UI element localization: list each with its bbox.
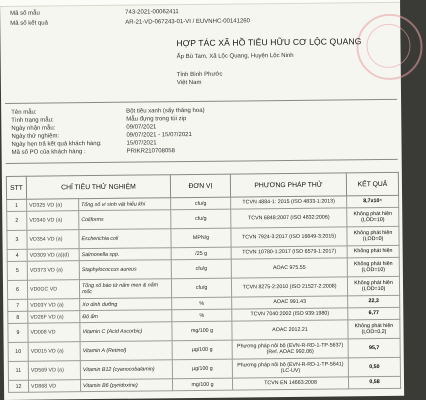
separator-line [5, 99, 397, 104]
sample-info-label: Ngày thử nghiệm: [11, 133, 60, 140]
row-test-name: Xơ dinh dưỡng [80, 298, 172, 311]
row-test-name: Coliforms [79, 210, 171, 230]
sample-info-value: PRIKR210708058 [126, 148, 175, 155]
row-method: AOAC 2012.21 [232, 320, 348, 340]
row-code: VD569 VD (a) [28, 361, 80, 381]
row-method: TCVN 8275-2:2010 (ISO 21527-2:2008) [231, 277, 347, 297]
row-stt: 3 [7, 230, 27, 249]
row-result: Không phát hiện (LOD=0) [347, 226, 399, 246]
company-seal-stamp [356, 14, 423, 81]
row-stt: 8 [8, 311, 28, 323]
row-code: VD373 VD (a) [27, 261, 79, 281]
row-test-name: Tổng số bào tử nấm men & nấm mốc [79, 279, 171, 299]
row-code: VD868 VD [28, 380, 80, 393]
row-stt: 12 [8, 380, 28, 392]
row-unit: µg/100 g [172, 340, 232, 360]
header-stt: STT [6, 176, 26, 199]
row-test-name: Độ ẩm [80, 310, 172, 323]
row-stt: 6 [7, 280, 27, 299]
sample-number-label: Mã số mẫu [10, 10, 40, 17]
separator-line [6, 159, 398, 164]
row-method: AOAC 991.43 [232, 296, 348, 309]
row-stt: 10 [8, 342, 28, 361]
row-unit: mg/100 g [172, 378, 232, 391]
header-result: KẾT QUẢ [346, 172, 398, 196]
customer-country: Việt Nam [176, 79, 202, 87]
row-method: Phương pháp nội bộ (EVN-R-RD-1-TP-5637) (Ref. AOAC 992.06) [232, 339, 348, 359]
row-stt: 9 [8, 323, 28, 342]
row-code: VD008 VD [28, 323, 80, 343]
row-result: 8,7x10⁴ [347, 195, 399, 208]
header-test-item: CHỈ TIÊU THỬ NGHIỆM [26, 175, 170, 200]
row-code: VD26F VD (a) [28, 311, 80, 324]
row-method: TCVN 7040:2002 (ISO 939:1980) [232, 308, 348, 321]
row-unit: MPN/g [171, 228, 231, 248]
row-result: Không phát hiện (LOD=10) [347, 276, 399, 296]
row-unit: cfu/g [171, 197, 231, 210]
row-code: VD325 VD (a) [27, 199, 79, 212]
customer-name: HỢP TÁC XÃ HỒ TIÊU HỮU CƠ LỘC QUANG [176, 36, 362, 49]
sample-info-label: Tình trạng mẫu: [11, 117, 54, 124]
row-unit: cfu/g [171, 259, 231, 279]
results-table [6, 172, 401, 393]
row-result: 0,58 [348, 376, 400, 389]
row-method: TCVN 10780-1:2017 (ISO 6579-1:2017) [231, 246, 347, 259]
row-result: Không phát hiện (LOD=0,2) [348, 319, 400, 339]
row-test-name: Vitamin C (Acid Ascorbic) [80, 322, 172, 342]
customer-province: Tỉnh Bình Phước [176, 71, 223, 79]
row-method: AOAC 975.55 [231, 258, 347, 278]
row-method: TCVN 7924-3:2017 (ISO 16649-3:2015) [231, 227, 347, 247]
sample-info-label: Ngày hẹn trả kết quả khách hàng: [11, 140, 102, 148]
sample-info-value: 15/07/2021 [126, 140, 157, 147]
row-code: VD0GC VD [27, 280, 79, 300]
row-unit: cfu/g [171, 209, 231, 229]
row-unit: cfu/g [171, 278, 231, 298]
sample-info-label: Ngày nhận mẫu: [11, 125, 56, 132]
row-method: Phương pháp nội bộ (EVN-R-RD-1-TP-5641) (LC-UV) [232, 358, 348, 378]
row-result: Không phát hiện [347, 245, 399, 258]
row-stt: 11 [8, 361, 28, 380]
row-result: Không phát hiện (LOD=10) [347, 257, 399, 277]
row-stt: 2 [7, 211, 27, 230]
row-test-name: Tổng số vi sinh vật hiếu khí [79, 198, 171, 211]
header-unit: ĐƠN VỊ [170, 174, 230, 198]
row-unit: µg/100 g [172, 359, 232, 379]
result-number-label: Mã số kết quả [10, 20, 48, 27]
row-result: 95,7 [348, 338, 400, 358]
row-unit: % [172, 309, 232, 322]
row-stt: 1 [7, 199, 27, 211]
row-test-name: Vitamin B12 (cyanocobalamin) [80, 360, 172, 380]
row-code: VD309 VD (a)(d) [27, 249, 79, 262]
row-unit: mg/100 g [172, 321, 232, 341]
row-test-name: Salmonella spp. [79, 248, 171, 261]
report-title-strip [0, 0, 400, 7]
row-test-name: Vitamin B6 (pyridoxine) [80, 379, 172, 392]
lab-report-page: Mã số mẫu 743-2021-00062411 Mã số kết quả AR-21-VD-067243-01-VI / EUVNHC-00141260 HỢP TÁC XÃ HỒ TIÊU HỮU CƠ LỘC QUANG Ấp Bù Tam, Xã Lộc Quang, Huyện Lộc Ninh Tỉnh Bình Phước Việt Nam Tên mẫu: Bột tiêu xanh (sấy thăng hoa) Tình trạng mẫu: Mẫu đựng trong túi zip Ngày nhận mẫu: 09/07/2021 Ngày thử nghiệm: 09/07/2021 - 15/07/2021 Ngày hẹn trả kết quả khách hàng: 15/07/2021 Mã số PO của khách hàng : PRIKR210708058 STT CHỈ TIÊU THỬ NGHIỆM ĐƠN VỊ PHƯƠNG PHÁP THỬ KẾT QUẢ 1 VD325 VD (a) Tổng số vi sinh vật hiếu khí cfu/g TCVN 4884-1: 2015 (ISO 4833-1:2013) 8,7x10⁴ 2 VD340 VD (a) Coliforms cfu/g TCVN 6848:2007 (ISO 4832:2006) Không phát hiện (LOD=10) 3 VD354 VD (a) Escherichia coli MPN/g TCVN 7924-3:2017 (ISO 16649-3:2015) Không phát hiện (LOD=0) 4 VD309 VD (a)(d) Salmonella spp. /25 g TCVN 10780-1:2017 (ISO 6579-1:2017) Không phát hiện 5 VD373 VD (a) Staphylococcus aureus cfu/g AOAC 975.55 Không phát hiện (LOD=10) 6 VD0GC VD Tổng số bào tử nấm men & nấm mốc cfu/g TCVN 8275-2:2010 (ISO 21527-2:2008) Không phát hiện (LOD=10) 7 VD03Y VD (a) Xơ dinh dưỡng % AOAC 991.43 22,3 8 VD26F VD (a) Độ ẩm % TCVN 7040:2002 (ISO 939:1980) 6,77 9 VD008 VD Vitamin C (Acid Ascorbic) mg/100 g AOAC 2012.21 Không phát hiện (LOD=0,2) 10 VD015 VD (a) Vitamin A (Retinol) µg/100 g Phương pháp nội bộ (EVN-R-RD-1-TP-5637) (Ref. AOAC 992.06) 95,7 11 VD569 VD (a) Vitamin B12 (cyanocobalamin) µg/100 g Phương pháp nội bộ (EVN-R-RD-1-TP-5641) (LC-UV) 0,50 12 VD868 VD Vitamin B6 (pyridoxine) mg/100 g TCVN EN 14663:2008 0,58 [0, 0, 404, 400]
row-method: TCVN EN 14663:2008 [232, 377, 348, 390]
sample-info-value: Bột tiêu xanh (sấy thăng hoa) [126, 107, 205, 115]
row-method: TCVN 4884-1: 2015 (ISO 4833-1:2013) [231, 196, 347, 209]
row-result: 6,77 [348, 307, 400, 320]
sample-info-value: 09/07/2021 [126, 124, 157, 131]
row-code: VD354 VD (a) [27, 230, 79, 250]
header-method: PHƯƠNG PHÁP THỬ [230, 173, 346, 197]
row-result: 22,3 [348, 295, 400, 308]
row-code: VD015 VD (a) [28, 342, 80, 362]
row-stt: 5 [7, 261, 27, 280]
row-unit: % [172, 297, 232, 310]
row-result: Không phát hiện (LOD=10) [347, 207, 399, 227]
sample-info-label: Tên mẫu: [11, 109, 37, 116]
row-test-name: Vitamin A (Retinol) [80, 341, 172, 361]
row-result: 0,50 [348, 357, 400, 377]
sample-info-label: Mã số PO của khách hàng : [11, 149, 86, 156]
row-code: VD03Y VD (a) [28, 299, 80, 312]
sample-info-value: Mẫu đựng trong túi zip [126, 116, 187, 123]
row-stt: 4 [7, 249, 27, 261]
row-test-name: Escherichia coli [79, 229, 171, 249]
row-stt: 7 [8, 299, 28, 311]
customer-address: Ấp Bù Tam, Xã Lộc Quang, Huyện Lộc Ninh [176, 52, 294, 61]
row-unit: /25 g [171, 247, 231, 260]
row-method: TCVN 6848:2007 (ISO 4832:2006) [231, 208, 347, 228]
row-code: VD340 VD (a) [27, 211, 79, 231]
row-test-name: Staphylococcus aureus [79, 260, 171, 280]
sample-info-value: 09/07/2021 - 15/07/2021 [126, 131, 192, 139]
